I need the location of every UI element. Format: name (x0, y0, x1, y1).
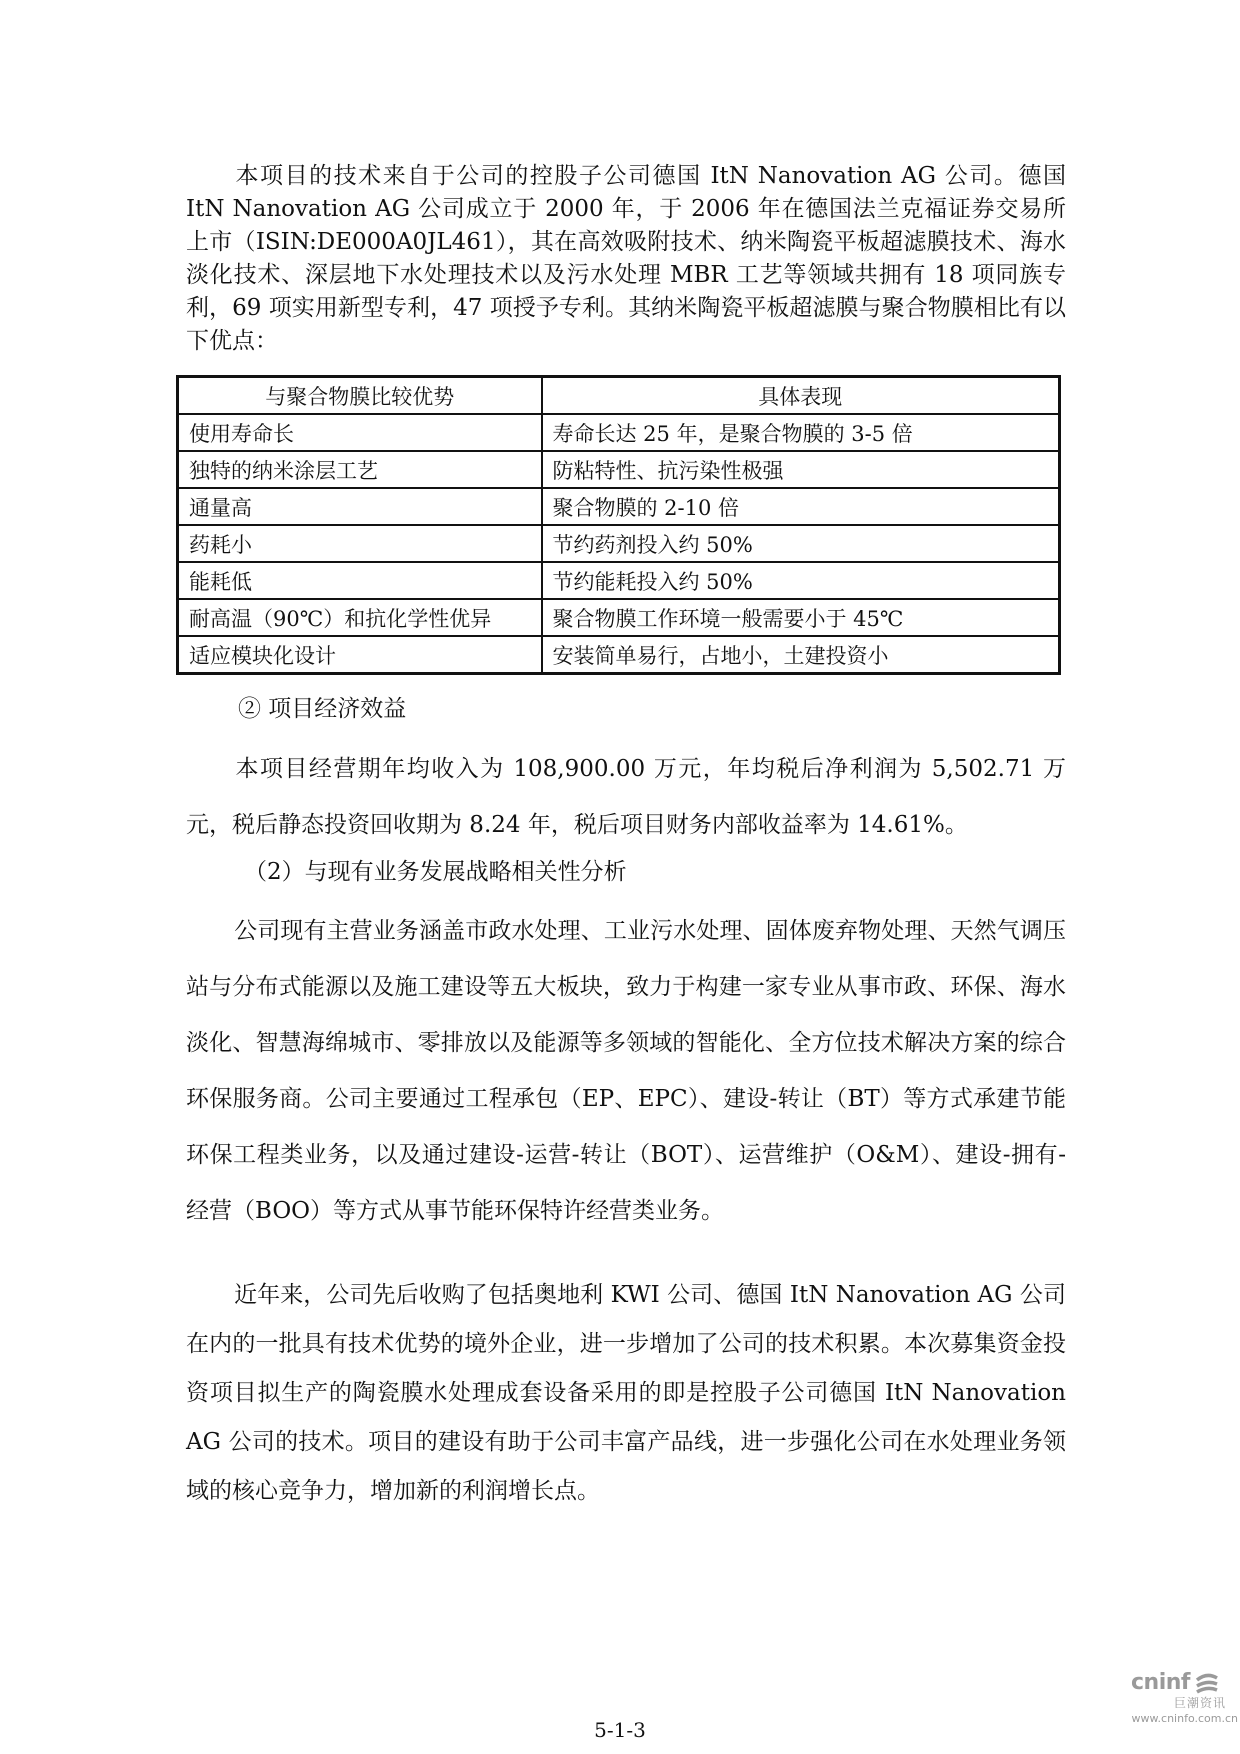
table-cell: 聚合物膜的 2-10 倍 (542, 488, 1060, 525)
watermark-url: www.cninfo.com.cn (1131, 1712, 1238, 1725)
table-row (178, 636, 1060, 674)
table-cell: 防粘特性、抗污染性极强 (542, 451, 1060, 488)
table-cell: 使用寿命长 (178, 414, 542, 451)
table-header-row (178, 377, 1060, 415)
page-number: 5-1-3 (594, 1718, 646, 1742)
economic-heading: ② 项目经济效益 (238, 696, 407, 722)
table-cell: 适应模块化设计 (178, 636, 542, 674)
table-header-cell: 具体表现 (542, 377, 1060, 415)
table-cell: 寿命长达 25 年，是聚合物膜的 3-5 倍 (542, 414, 1060, 451)
table-row (178, 488, 1060, 525)
table-cell: 独特的纳米涂层工艺 (178, 451, 542, 488)
table-cell: 聚合物膜工作环境一般需要小于 45℃ (542, 599, 1060, 636)
table-row (178, 414, 1060, 451)
table-cell: 安装简单易行，占地小，土建投资小 (542, 636, 1060, 674)
table-row (178, 525, 1060, 562)
business-paragraph: 公司现有主营业务涵盖市政水处理、工业污水处理、固体废弃物处理、天然气调压站与分布式能源以及施工建设等五大板块，致力于构建一家专业从事市政、环保、海水淡化、智慧海绵城市、零排放以及能源等多领域的智能化、全方位技术解决方案的综合环保服务商。公司主要通过工程承包（EP、EPC）、建设-转让（BT）等方式承建节能环保工程类业务，以及通过建设-运营-转让（BOT）、运营维护（O&M）、建设-拥有-经营（BOO）等方式从事节能环保特许经营类业务。 (186, 918, 1066, 1224)
intro-paragraph: 本项目的技术来自于公司的控股子公司德国 ItN Nanovation AG 公司。德国 ItN Nanovation AG 公司成立于 2000 年，于 2006 年在德国法兰克福证券交易所上市（ISIN:DE000A0JL461），其在高效吸附技术、纳米陶瓷平板超滤膜技术、海水淡化技术、深层地下水处理技术以及污水处理 MBR 工艺等领域共拥有 18 项同族专利，69 项实用新型专利，47 项授予专利。其纳米陶瓷平板超滤膜与聚合物膜相比有以下优点： (186, 163, 1066, 354)
table-row (178, 599, 1060, 636)
table-cell: 节约能耗投入约 50% (542, 562, 1060, 599)
table-row (178, 562, 1060, 599)
cninfo-watermark (1124, 1670, 1240, 1730)
table-cell: 节约药剂投入约 50% (542, 525, 1060, 562)
table-header-cell: 与聚合物膜比较优势 (178, 377, 542, 415)
table-cell: 耐高温（90℃）和抗化学性优异 (178, 599, 542, 636)
acquisition-paragraph: 近年来，公司先后收购了包括奥地利 KWI 公司、德国 ItN Nanovation AG 公司在内的一批具有技术优势的境外企业，进一步增加了公司的技术积累。本次募集资金投资项目拟生产的陶瓷膜水处理成套设备采用的即是控股子公司德国 ItN Nanovation AG 公司的技术。项目的建设有助于公司丰富产品线，进一步强化公司在水处理业务领域的核心竞争力，增加新的利润增长点。 (186, 1282, 1066, 1504)
watermark-cn: 巨潮资讯 (1173, 1696, 1226, 1710)
economic-paragraph: 本项目经营期年均收入为 108,900.00 万元，年均税后净利润为 5,502.71 万元，税后静态投资回收期为 8.24 年，税后项目财务内部收益率为 14.61%。 (186, 756, 1066, 838)
relevance-heading: （2）与现有业务发展战略相关性分析 (244, 859, 627, 885)
comparison-table (176, 375, 1061, 675)
cninfo-logo-icon (1194, 1672, 1220, 1696)
watermark-brand: cninf (1131, 1670, 1190, 1695)
table-cell: 通量高 (178, 488, 542, 525)
table-cell: 能耗低 (178, 562, 542, 599)
table-cell: 药耗小 (178, 525, 542, 562)
table-row (178, 451, 1060, 488)
